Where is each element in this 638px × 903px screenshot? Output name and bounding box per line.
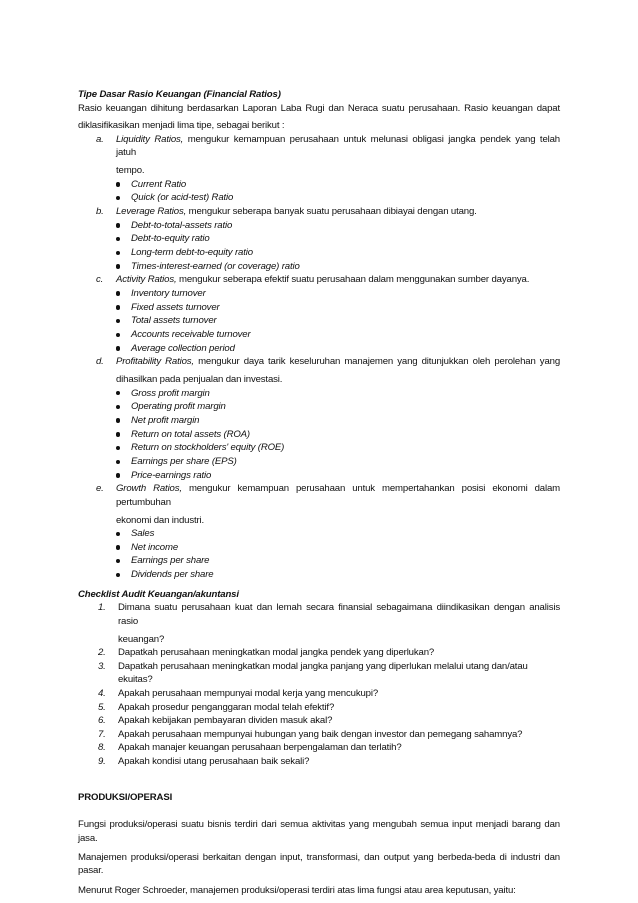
checklist-text: Apakah prosedur penganggaran modal telah efektif? bbox=[118, 701, 335, 713]
ratio-list-item bbox=[78, 527, 560, 541]
checklist-item bbox=[78, 646, 560, 660]
ratio-list-item bbox=[78, 328, 560, 342]
intro-line: Rasio keuangan dihitung berdasarkan Laporan Laba Rugi dan Neraca suatu perusahaan. Rasio keuangan dapat bbox=[78, 102, 560, 114]
ratio-list-item bbox=[78, 314, 560, 328]
bullet-icon bbox=[116, 460, 120, 464]
production-paragraph bbox=[78, 818, 560, 897]
ratio-type-name: Leverage Ratios, bbox=[116, 205, 187, 217]
ratio-type-desc-text: mengukur seberapa efektif suatu perusahaan dalam menggunakan sumber dayanya. bbox=[176, 274, 530, 286]
ratio-type-desc-cont: tempo. bbox=[116, 164, 145, 176]
bullet-icon bbox=[116, 196, 120, 200]
section-heading-financial-ratios: Tipe Dasar Rasio Keuangan (Financial Ratios) bbox=[78, 89, 281, 100]
ratio-list-item bbox=[78, 568, 560, 582]
ratio-type-desc-cont: dihasilkan pada penjualan dan investasi. bbox=[116, 373, 283, 385]
ratio-type-desc-text: mengukur seberapa banyak suatu perusahaan dibiayai dengan utang. bbox=[186, 205, 477, 217]
ratio-name: Average collection period bbox=[131, 342, 235, 354]
ratio-type-desc-text: mengukur daya tarik keseluruhan manajemen yang ditunjukkan oleh perolehan yang bbox=[193, 356, 561, 368]
ratio-list-item bbox=[78, 414, 560, 428]
ratio-type-desc bbox=[116, 133, 560, 160]
ratio-name: Gross profit margin bbox=[131, 387, 210, 399]
ratio-list-item bbox=[78, 178, 560, 192]
section-heading-production: PRODUKSI/OPERASI bbox=[78, 791, 173, 803]
ratio-name: Return on stockholders' equity (ROE) bbox=[131, 442, 285, 454]
ratio-type-desc-text: mengukur kemampuan perusahaan untuk melunasi obligasi jangka pendek yang telah jatuh bbox=[116, 133, 560, 159]
document-body bbox=[78, 88, 560, 903]
bullet-icon bbox=[116, 319, 120, 323]
production-line: Menurut Roger Schroeder, manajemen produksi/operasi terdiri atas lima fungsi atau area keputusan, yaitu: bbox=[78, 884, 516, 896]
bullet-icon bbox=[116, 532, 120, 536]
intro-paragraph bbox=[78, 102, 560, 133]
ratio-list-item bbox=[78, 400, 560, 414]
ratio-name: Inventory turnover bbox=[131, 287, 206, 299]
ratio-list-item bbox=[78, 191, 560, 205]
ratio-list-item bbox=[78, 387, 560, 401]
bullet-icon bbox=[116, 545, 120, 549]
production-line: Manajemen produksi/operasi berkaitan dengan input, transformasi, dan output yang berbeda-beda di industri dan pasar. bbox=[78, 851, 560, 877]
bullet-icon bbox=[116, 346, 120, 350]
bullet-icon bbox=[116, 333, 120, 337]
ratio-name: Sales bbox=[131, 528, 155, 540]
ratio-list-item bbox=[78, 428, 560, 442]
bullet-icon bbox=[116, 432, 120, 436]
ratio-name: Return on total assets (ROA) bbox=[131, 428, 250, 440]
ratio-name: Earnings per share bbox=[131, 555, 210, 567]
ratio-list-item bbox=[78, 455, 560, 469]
checklist-number: 7. bbox=[98, 728, 106, 740]
ratio-name: Dividends per share bbox=[131, 569, 214, 581]
ratio-type-name: Liquidity Ratios, bbox=[116, 133, 184, 145]
production-line: Fungsi produksi/operasi suatu bisnis terdiri dari semua aktivitas yang mengubah semua input menjadi barang dan jasa. bbox=[78, 819, 560, 844]
ratio-type-marker: d. bbox=[96, 356, 104, 368]
ratio-list bbox=[78, 178, 560, 205]
checklist-text: Apakah kondisi utang perusahaan baik sekali? bbox=[118, 755, 310, 767]
ratio-list-item bbox=[78, 554, 560, 568]
ratio-list-item bbox=[78, 441, 560, 455]
checklist-item bbox=[78, 660, 560, 687]
ratio-name: Net income bbox=[131, 541, 179, 553]
ratio-list-item bbox=[78, 469, 560, 483]
ratio-type-desc bbox=[116, 205, 560, 219]
checklist-text: Dimana suatu perusahaan kuat dan lemah secara finansial sebagaimana diindikasikan dengan analisis rasio bbox=[118, 602, 560, 628]
ratio-list-item bbox=[78, 301, 560, 315]
ratio-name: Quick (or acid-test) Ratio bbox=[131, 192, 234, 204]
checklist-item bbox=[78, 687, 560, 701]
ratio-type-name: Activity Ratios, bbox=[116, 274, 177, 286]
checklist-text: Apakah kebijakan pembayaran dividen masuk akal? bbox=[118, 715, 333, 727]
checklist-number: 3. bbox=[98, 660, 106, 672]
checklist-number: 4. bbox=[98, 688, 106, 699]
checklist-number: 6. bbox=[98, 715, 106, 727]
bullet-icon bbox=[116, 418, 120, 422]
ratio-type-desc bbox=[116, 355, 560, 369]
ratio-name: Total assets turnover bbox=[131, 315, 217, 327]
ratio-type-marker: a. bbox=[96, 133, 104, 145]
checklist-text-cont: keuangan? bbox=[118, 633, 165, 645]
checklist-item bbox=[78, 714, 560, 728]
ratio-type-desc bbox=[116, 273, 560, 287]
checklist-number: 5. bbox=[98, 701, 106, 713]
ratio-type bbox=[78, 482, 560, 527]
ratio-list-item bbox=[78, 541, 560, 555]
ratio-list-item bbox=[78, 342, 560, 356]
ratio-type-desc-text: mengukur kemampuan perusahaan untuk mempertahankan posisi ekonomi dalam pertumbuhan bbox=[116, 483, 560, 508]
ratio-type bbox=[78, 205, 560, 219]
ratio-name: Fixed assets turnover bbox=[131, 301, 220, 313]
checklist-text: Apakah perusahaan mempunyai hubungan yang baik dengan investor dan pemegang sahamnya? bbox=[118, 728, 523, 740]
bullet-icon bbox=[116, 305, 120, 309]
ratio-name: Times-interest-earned (or coverage) ratio bbox=[131, 260, 300, 272]
checklist-item bbox=[78, 601, 560, 646]
checklist-item bbox=[78, 741, 560, 755]
ratio-name: Accounts receivable turnover bbox=[131, 328, 251, 340]
ratio-list bbox=[78, 287, 560, 355]
ratio-list bbox=[78, 527, 560, 582]
ratio-list bbox=[78, 387, 560, 483]
checklist-number: 9. bbox=[98, 755, 106, 767]
checklist-item bbox=[78, 701, 560, 715]
bullet-icon bbox=[116, 473, 120, 477]
ratio-name: Operating profit margin bbox=[131, 401, 226, 413]
checklist-text: Apakah manajer keuangan perusahaan berpengalaman dan terlatih? bbox=[118, 742, 402, 754]
bullet-icon bbox=[116, 446, 120, 450]
bullet-icon bbox=[116, 573, 120, 577]
bullet-icon bbox=[116, 264, 120, 268]
ratio-type bbox=[78, 133, 560, 178]
checklist-item bbox=[78, 755, 560, 769]
ratio-type bbox=[78, 355, 560, 386]
ratio-list bbox=[78, 219, 560, 274]
checklist-number: 2. bbox=[98, 647, 106, 659]
ratio-type-marker: b. bbox=[96, 205, 104, 217]
ratio-name: Debt-to-equity ratio bbox=[131, 233, 210, 245]
ratio-type-desc-cont: ekonomi dan industri. bbox=[116, 514, 205, 526]
ratio-list-item bbox=[78, 260, 560, 274]
bullet-icon bbox=[116, 391, 120, 395]
ratio-type-marker: c. bbox=[96, 274, 104, 286]
ratio-type bbox=[78, 273, 560, 287]
ratio-type-list bbox=[78, 133, 560, 582]
ratio-list-item bbox=[78, 287, 560, 301]
ratio-list-item bbox=[78, 232, 560, 246]
bullet-icon bbox=[116, 559, 120, 563]
ratio-type-desc bbox=[116, 482, 560, 509]
audit-checklist bbox=[78, 601, 560, 768]
ratio-name: Price-earnings ratio bbox=[131, 469, 212, 481]
ratio-name: Long-term debt-to-equity ratio bbox=[131, 246, 253, 258]
bullet-icon bbox=[116, 251, 120, 255]
bullet-icon bbox=[116, 223, 120, 227]
bullet-icon bbox=[116, 291, 120, 295]
checklist-item bbox=[78, 728, 560, 742]
ratio-name: Net profit margin bbox=[131, 414, 200, 426]
section-heading-audit-checklist: Checklist Audit Keuangan/akuntansi bbox=[78, 588, 239, 600]
bullet-icon bbox=[116, 182, 120, 186]
ratio-type-marker: e. bbox=[96, 483, 104, 495]
ratio-name: Current Ratio bbox=[131, 178, 187, 190]
intro-line: diklasifikasikan menjadi lima tipe, sebagai berikut : bbox=[78, 120, 285, 132]
ratio-name: Debt-to-total-assets ratio bbox=[131, 219, 233, 231]
ratio-type-name: Profitability Ratios, bbox=[116, 356, 194, 368]
ratio-name: Earnings per share (EPS) bbox=[131, 455, 237, 467]
bullet-icon bbox=[116, 405, 120, 409]
checklist-text: Dapatkah perusahaan meningkatkan modal jangka panjang yang diperlukan melalui utang dan/atau ekuitas? bbox=[118, 660, 528, 686]
checklist-text: Dapatkah perusahaan meningkatkan modal jangka pendek yang diperlukan? bbox=[118, 647, 435, 659]
ratio-type-name: Growth Ratios, bbox=[116, 483, 182, 495]
ratio-list-item bbox=[78, 246, 560, 260]
checklist-number: 1. bbox=[98, 602, 106, 614]
bullet-icon bbox=[116, 237, 120, 241]
checklist-text: Apakah perusahaan mempunyai modal kerja yang mencukupi? bbox=[118, 688, 379, 699]
ratio-list-item bbox=[78, 219, 560, 233]
checklist-number: 8. bbox=[98, 742, 106, 754]
